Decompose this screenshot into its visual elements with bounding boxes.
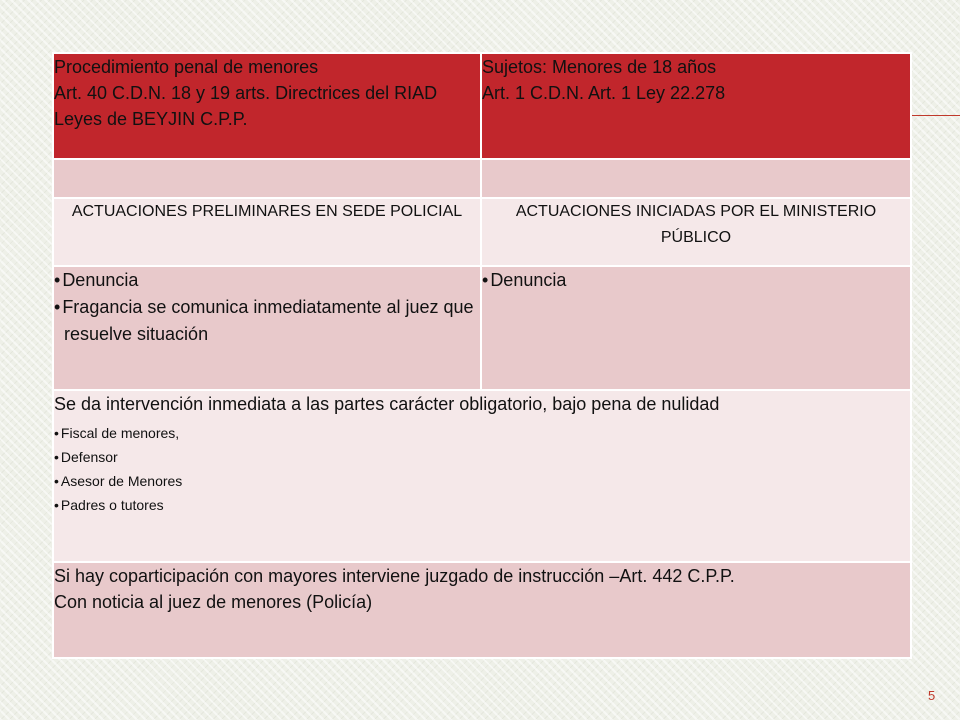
list-item: • Defensor: [54, 445, 910, 469]
header-cell-right: [481, 53, 911, 159]
subheader-left: ACTUACIONES PRELIMINARES EN SEDE POLICIAL: [53, 198, 481, 266]
coparticipation-row: [53, 562, 911, 658]
subheader-right: ACTUACIONES INICIADAS POR EL MINISTERIO PÚBLICO: [481, 198, 911, 266]
list-item: • Padres o tutores: [54, 493, 910, 517]
empty-row: [53, 159, 911, 198]
decorative-line: [910, 115, 960, 116]
intervention-row: [53, 390, 911, 562]
bullet-list-left: [54, 267, 480, 348]
header-right-line-2: Art. 1 C.D.N. Art. 1 Ley 22.278: [482, 83, 726, 103]
header-cell-left: [53, 53, 481, 159]
bullets-cell-right: [481, 266, 911, 390]
coparticipation-cell: [53, 562, 911, 658]
list-item: • Fragancia se comunica inmediatamente al juez que resuelve situación: [54, 294, 480, 348]
empty-cell-left: [53, 159, 481, 198]
content-table: [52, 52, 912, 659]
list-item: • Denuncia: [54, 267, 480, 294]
list-item: • Fiscal de menores,: [54, 421, 910, 445]
intervention-cell: [53, 390, 911, 562]
header-right-line-1: Sujetos: Menores de 18 años: [482, 57, 717, 77]
list-item: • Asesor de Menores: [54, 469, 910, 493]
subheader-row: [53, 198, 911, 266]
list-item: • Denuncia: [482, 267, 910, 294]
bullets-cell-left: [53, 266, 481, 390]
bullet-list-right: [482, 267, 910, 294]
header-left-line-1: Procedimiento penal de menores: [54, 57, 319, 77]
bullets-row: [53, 266, 911, 390]
coparticipation-line-1: Si hay coparticipación con mayores interviene juzgado de instrucción –Art. 442 C.P.P.: [54, 566, 735, 586]
coparticipation-line-2: Con noticia al juez de menores (Policía): [54, 592, 373, 612]
header-left-line-2: Art. 40 C.D.N. 18 y 19 arts. Directrices del RIAD Leyes de BEYJIN C.P.P.: [54, 83, 438, 129]
intervention-text: Se da intervención inmediata a las partes carácter obligatorio, bajo pena de nulidad: [54, 394, 720, 414]
header-row: [53, 53, 911, 159]
page-number: 5: [928, 688, 936, 703]
intervention-list: [54, 421, 910, 517]
empty-cell-right: [481, 159, 911, 198]
